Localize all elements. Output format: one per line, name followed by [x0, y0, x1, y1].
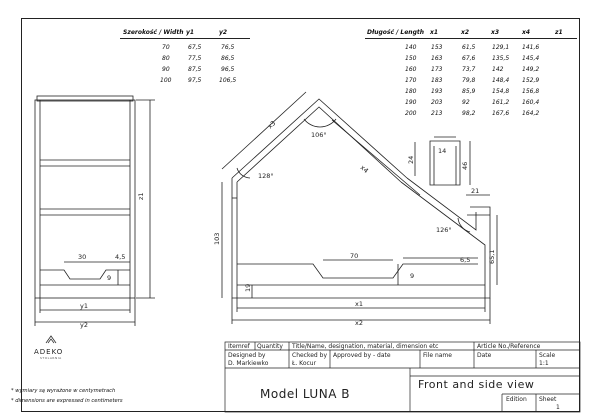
table-cell: 86,5 [221, 55, 235, 62]
dim-9-front: 9 [107, 274, 112, 282]
tb-designer: D. Markiewko [228, 360, 269, 367]
table-cell: 170 [405, 77, 417, 84]
table-cell: 87,5 [188, 66, 202, 73]
tb-edition: Edition [506, 396, 527, 403]
table-cell: 154,8 [492, 88, 510, 95]
dim-x1: x1 [355, 300, 363, 308]
table-cell: 160,4 [522, 99, 540, 106]
table-cell: 61,5 [462, 44, 476, 51]
tb-file-name: File name [423, 352, 452, 359]
dim-46: 46 [461, 161, 469, 170]
dim-14: 14 [438, 147, 447, 155]
table-cell: 67,6 [462, 55, 476, 62]
table-cell: 152,9 [522, 77, 540, 84]
table-cell: 73,7 [462, 66, 476, 73]
table-cell: 76,5 [221, 44, 235, 51]
table-header: y1 [186, 29, 195, 36]
table-cell: 183 [431, 77, 443, 84]
angle-106: 106° [311, 131, 327, 139]
tb-title-desc: Title/Name, designation, material, dimension etc [292, 343, 439, 350]
dim-30: 30 [78, 253, 87, 261]
table-header: x1 [430, 29, 439, 36]
dim-y2: y2 [80, 321, 88, 329]
table-cell: 173 [431, 66, 443, 73]
table-cell: 149,2 [522, 66, 540, 73]
dim-6-5: 6,5 [460, 256, 471, 264]
dim-9-side: 9 [410, 272, 415, 280]
tb-designed-by: Designed by [228, 352, 266, 359]
table-cell: 129,1 [492, 44, 510, 51]
tb-checked-by: Checked by [292, 352, 328, 359]
table-cell: 67,5 [188, 44, 202, 51]
table-cell: 70 [162, 44, 170, 51]
tb-quantity: Quantity [257, 343, 283, 350]
table-header: Długość / Length [367, 29, 425, 36]
dim-103: 103 [213, 232, 221, 245]
table-cell: 161,2 [492, 99, 510, 106]
table-cell: 145,4 [522, 55, 540, 62]
table-cell: 92 [462, 99, 470, 106]
side-view [222, 92, 497, 324]
dim-21: 21 [471, 187, 480, 195]
table-cell: 200 [405, 110, 417, 117]
dim-x2: x2 [355, 319, 363, 327]
table-cell: 193 [431, 88, 443, 95]
table-cell: 96,5 [221, 66, 235, 73]
note-pl: * wymiary są wyrażone w centymetrach [11, 388, 116, 394]
table-cell: 160 [405, 66, 417, 73]
table-cell: 213 [431, 110, 443, 117]
table-header: x2 [461, 29, 470, 36]
logo-name: ADEKO [34, 348, 64, 356]
table-cell: 97,5 [188, 77, 202, 84]
table-cell: 142 [492, 66, 504, 73]
table-cell: 106,5 [219, 77, 237, 84]
dim-65-1: 65,1 [488, 249, 496, 264]
table-header: x3 [491, 29, 500, 36]
table-cell: 153 [431, 44, 443, 51]
table-cell: 164,2 [522, 110, 540, 117]
tb-model: Model LUNA B [260, 387, 350, 401]
adeko-logo [46, 336, 56, 343]
table-cell: 135,5 [492, 55, 510, 62]
table-cell: 140 [405, 44, 417, 51]
table-header: y2 [219, 29, 228, 36]
tb-sheet-value: 1 [556, 404, 560, 411]
tb-scale: Scale [539, 352, 556, 359]
front-view [35, 96, 155, 326]
table-cell: 141,6 [522, 44, 540, 51]
note-en: * dimensions are expressed in centimeters [11, 398, 123, 404]
tb-scale-value: 1:1 [539, 360, 549, 367]
table-cell: 148,4 [492, 77, 510, 84]
tb-view-title: Front and side view [418, 378, 535, 391]
table-cell: 98,2 [462, 110, 476, 117]
dim-z1: z1 [137, 192, 145, 200]
table-header: z1 [555, 29, 563, 36]
tb-sheet: Sheet [539, 396, 557, 403]
tb-checker: Ł. Kocur [292, 360, 317, 367]
table-header: x4 [522, 29, 531, 36]
tb-date: Date [477, 352, 492, 359]
dim-24: 24 [407, 155, 415, 164]
table-cell: 203 [431, 99, 443, 106]
logo-sub: STOLARNIA [40, 356, 62, 360]
table-cell: 167,6 [492, 110, 510, 117]
table-cell: 85,9 [462, 88, 476, 95]
dim-x4: x4 [358, 163, 370, 175]
tb-article: Article No./Reference [477, 343, 541, 350]
dim-y1: y1 [80, 302, 88, 310]
table-cell: 100 [160, 77, 172, 84]
table-cell: 90 [162, 66, 170, 73]
angle-128: 128° [258, 172, 274, 180]
table-cell: 156,8 [522, 88, 540, 95]
table-cell: 180 [405, 88, 417, 95]
table-header: Szerokość / Width [123, 29, 184, 36]
tb-approved: Approved by - date [333, 352, 391, 359]
table-cell: 190 [405, 99, 417, 106]
dim-70: 70 [350, 252, 359, 260]
angle-126: 126° [436, 226, 452, 234]
tb-itemref: Itemref [228, 343, 250, 350]
table-cell: 163 [431, 55, 443, 62]
dim-4-5: 4,5 [115, 253, 126, 261]
table-cell: 150 [405, 55, 417, 62]
dim-19: 19 [244, 283, 252, 292]
table-cell: 77,5 [188, 55, 202, 62]
table-cell: 79,8 [462, 77, 476, 84]
dim-x3: x3 [265, 119, 278, 131]
table-cell: 80 [162, 55, 170, 62]
